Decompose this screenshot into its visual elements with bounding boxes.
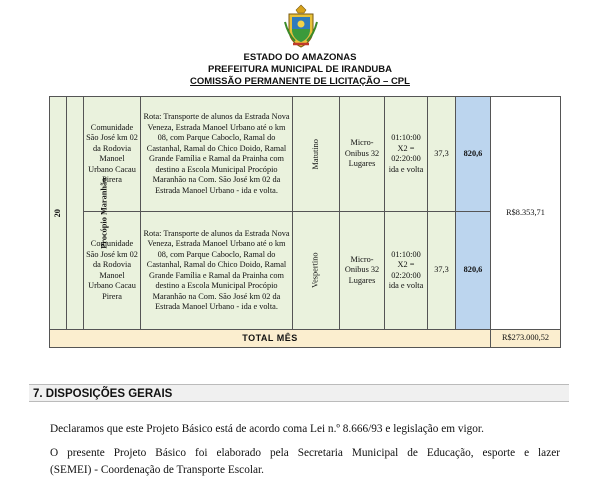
transport-routes-table [49, 96, 561, 348]
community-cell: Comunidade São José km 02 da Rodovia Manoel Urbano Cacau Pirera [84, 212, 141, 330]
km-cell: 37,3 [428, 97, 456, 212]
header-commission: COMISSÃO PERMANENTE DE LICITAÇÃO – CPL [190, 76, 410, 87]
time-cell: 01:10:00 X2 = 02:20:00 ida e volta [385, 212, 428, 330]
item-number-cell: 20 [50, 97, 67, 330]
total-value: R$273.000,52 [491, 330, 561, 348]
vehicle-cell: Micro-Onibus 32 Lugares [340, 212, 385, 330]
table-row [50, 212, 561, 330]
section-title: 7. DISPOSIÇÕES GERAIS [29, 384, 569, 402]
total-km-cell: 820,6 [456, 97, 491, 212]
school-name-cell: Procópio Maranhão [67, 97, 84, 330]
document-header [0, 0, 600, 100]
municipal-crest-icon [284, 4, 318, 48]
paragraph-author-cont: (SEMEI) - Coordenação de Transporte Escolar. [50, 464, 264, 476]
paragraph-declaration: Declaramos que este Projeto Básico está de acordo coma Lei n.º 8.666/93 e legislação em vigor. [50, 423, 484, 435]
time-cell: 01:10:00 X2 = 02:20:00 ida e volta [385, 97, 428, 212]
route-cell: Rota: Transporte de alunos da Estrada Nova Veneza, Estrada Manoel Urbano até o km 08, com Parque Caboclo, Ramal do Castanhal, Ramal do Chico Doido, Ramal Grande Família e Ramal da Prainha com destino a Escola Municipal Procópio Maranhão na Com. São José km 02 da Estrada Manoel Urbano - ida e volta. [141, 97, 293, 212]
paragraph-author: O presente Projeto Básico foi elaborado pela Secretaria Municipal de Educação, esporte e lazer [50, 447, 560, 459]
vehicle-cell: Micro-Onibus 32 Lugares [340, 97, 385, 212]
km-cell: 37,3 [428, 212, 456, 330]
route-cell: Rota: Transporte de alunos da Estrada Nova Veneza, Estrada Manoel Urbano até o km 08, com Parque Caboclo, Ramal do Castanhal, Ramal do Chico Doido, Ramal Grande Família e Ramal da Prainha com destino a Escola Municipal Procópio Maranhão na Com. São José km 02 da Estrada Manoel Urbano - ida e volta. [141, 212, 293, 330]
shift-cell: Matutino [293, 97, 340, 212]
total-label: TOTAL MÊS [50, 330, 491, 348]
table-row [50, 97, 561, 212]
community-cell: Comunidade São José km 02 da Rodovia Manoel Urbano Cacau Pirera [84, 97, 141, 212]
header-prefecture: PREFEITURA MUNICIPAL DE IRANDUBA [207, 64, 393, 75]
shift-cell: Vespertino [293, 212, 340, 330]
item-value-cell: R$8.353,71 [491, 97, 561, 330]
total-row [50, 330, 561, 348]
header-state: ESTADO DO AMAZONAS [243, 52, 357, 63]
total-km-cell: 820,6 [456, 212, 491, 330]
